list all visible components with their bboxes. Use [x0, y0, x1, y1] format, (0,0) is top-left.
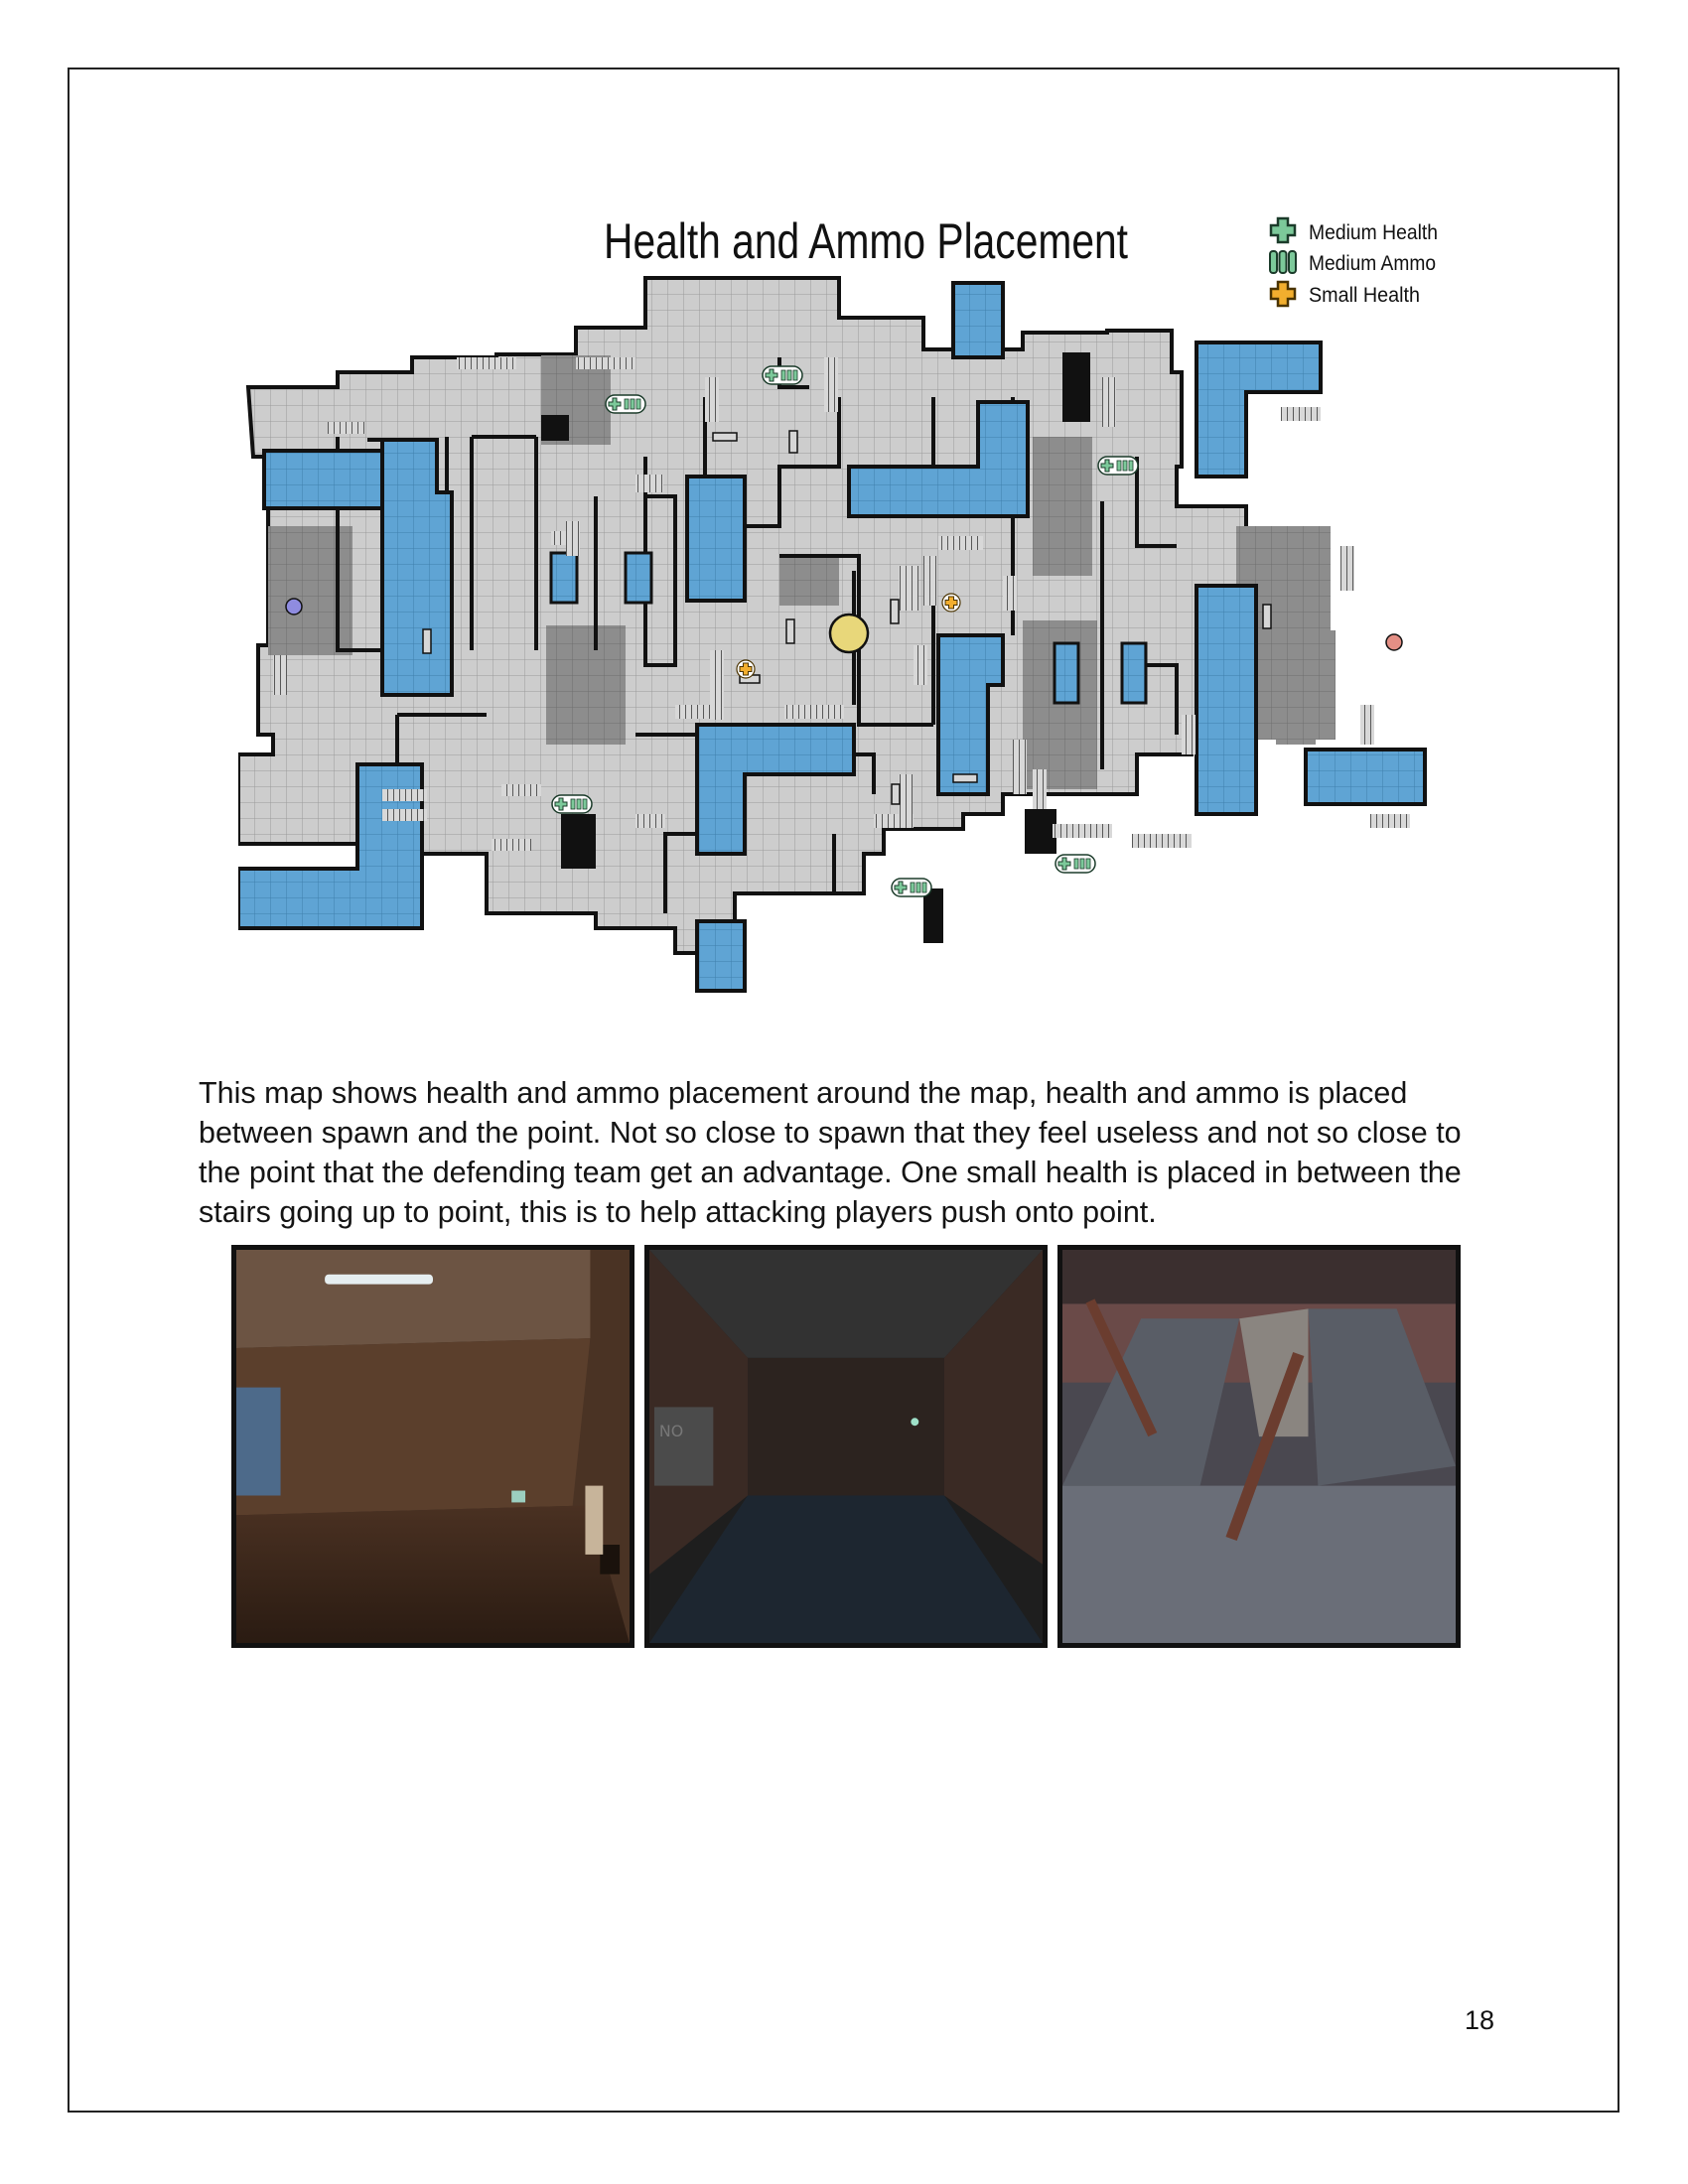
body-paragraph: This map shows health and ammo placement around the map, health and ammo is placed between spawn and the point. Not so close to spawn that they feel useless and not so close to the point that the defending team get an advantage. One small health is placed in between the stairs going up to point, this is to help attacking players push onto point.: [199, 1075, 1462, 1229]
medium-health-ammo-pickup: [763, 366, 802, 384]
page-number: 18: [1464, 2005, 1494, 2035]
medium-health-ammo-pickup: [892, 879, 931, 896]
legend-label: Medium Ammo: [1309, 252, 1436, 275]
water-tunnel-screenshot: [644, 1245, 1048, 1648]
map-title: Health and Ammo Placement: [604, 213, 1129, 269]
medium-health-ammo-pickup: [606, 395, 645, 413]
map-figure: [238, 199, 1470, 1003]
map-legend: [1270, 218, 1438, 307]
medium-health-ammo-pickup: [552, 795, 592, 813]
legend-label: Small Health: [1309, 284, 1420, 307]
stairs-courtyard-screenshot: [1057, 1245, 1461, 1648]
medium-health-icon: [1271, 218, 1295, 242]
medium-health-ammo-pickup: [1098, 457, 1138, 475]
legend-label: Medium Health: [1309, 221, 1438, 244]
screenshot-row: [231, 1245, 1463, 1652]
red-spawn-marker: [1386, 634, 1402, 650]
medium-health-ammo-pickup: [1055, 855, 1095, 873]
small-health-pickup: [737, 660, 755, 678]
medium-ammo-icon: [1270, 251, 1296, 273]
svg-text:NO: NO: [658, 1422, 684, 1441]
control-point-marker: [830, 614, 868, 652]
blue-spawn-marker: [286, 599, 302, 614]
wooden-room-screenshot: [231, 1245, 634, 1648]
small-health-icon: [1271, 282, 1295, 306]
level-map: [238, 199, 1470, 1003]
small-health-pickup: [942, 594, 960, 612]
